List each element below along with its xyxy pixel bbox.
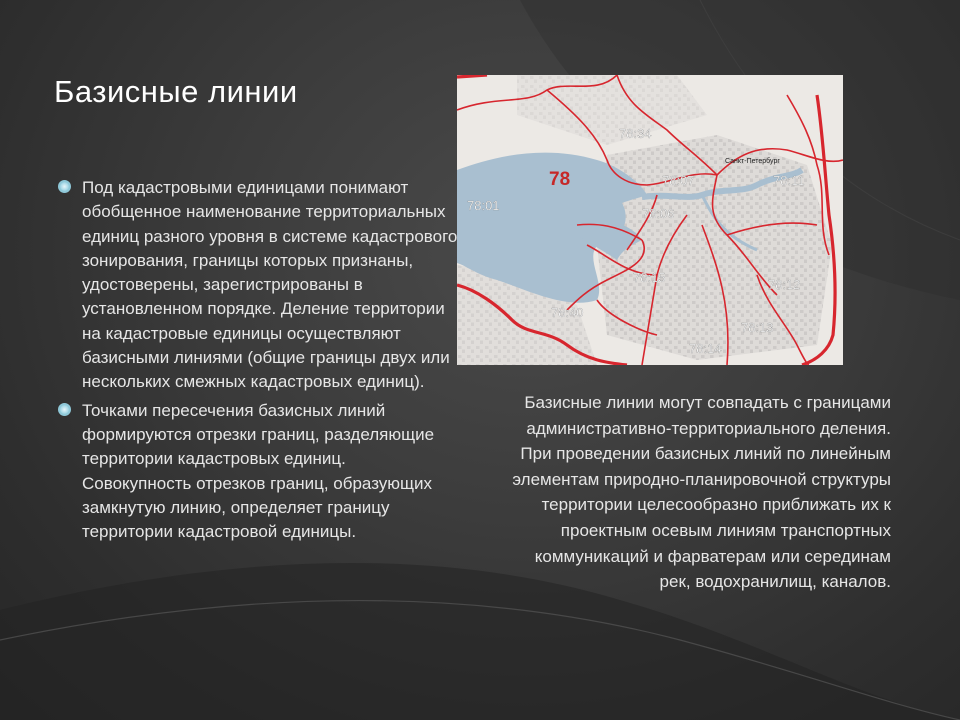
map-zone-label: 78:07: [662, 173, 695, 188]
map-zone-label: 78:11: [773, 173, 805, 188]
map-zone-label: 78:01: [467, 198, 500, 213]
bullet-text: Точками пересечения базисных линий формируются отрезки границ, разделяющие территории кадастровых единиц. Совокупность отрезков границ, образующих замкнутую линию, определяет границу территории кадастровой единицы.: [82, 400, 435, 542]
slide-title: Базисные линии: [54, 74, 298, 109]
map-zone-label: 78:12: [768, 277, 801, 292]
bullet-list: [58, 176, 458, 548]
bullet-text: Под кадастровыми единицами понимают обобщенное наименование территориальных единиц разного уровня в системе кадастрового зонирования, границы которых признаны, удостоверены, зарегистрированы в установленном порядке. Деление территории на кадастровые единицы осуществляют базисными линиями (общие границы двух или нескольких смежных кадастровых единиц).: [82, 178, 458, 392]
map-zone-label: 78:06: [642, 206, 675, 221]
bullet-item: [58, 399, 458, 545]
map-city-label: Санкт-Петербург: [725, 158, 780, 165]
map-zone-label: 78:40: [551, 305, 584, 320]
cadastral-map: [457, 75, 843, 365]
bullet-icon: [58, 180, 71, 193]
map-caption: Базисные линии могут совпадать с границами административно-территориального деления. При проведении базисных линий по линейным элементам природно-планировочной структуры территории целесообразно приближать их к проектным осевым линиям транспортных коммуникаций и фарватерам или серединам рек, водохранилищ, каналов.: [512, 393, 891, 592]
map-zone-label: 78:15: [633, 270, 666, 285]
bullet-item: [58, 176, 458, 395]
map-zone-label: 78:34: [619, 126, 652, 141]
map-zone-label: 78:14: [689, 341, 722, 356]
map-zone-label: 78:13: [741, 320, 774, 335]
bullet-icon: [58, 403, 71, 416]
map-region-label: 78: [549, 169, 571, 190]
